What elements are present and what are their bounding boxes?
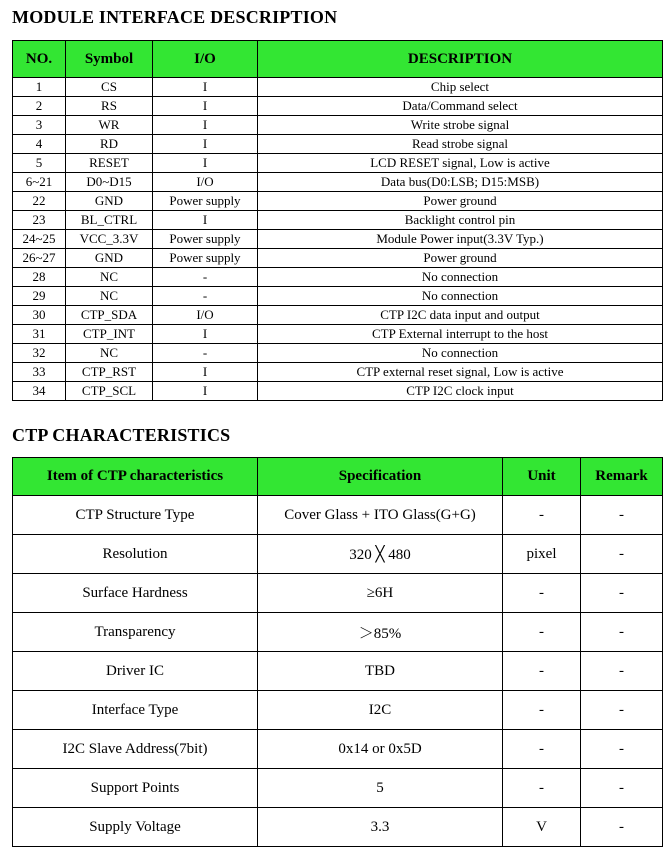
cell-description: CTP External interrupt to the host bbox=[258, 325, 663, 344]
table-row bbox=[13, 268, 663, 287]
table-row bbox=[13, 691, 663, 730]
cell-no: 1 bbox=[13, 78, 66, 97]
cell-item: Supply Voltage bbox=[13, 808, 258, 847]
cell-no: 32 bbox=[13, 344, 66, 363]
table-row bbox=[13, 287, 663, 306]
cell-description: Data bus(D0:LSB; D15:MSB) bbox=[258, 173, 663, 192]
cell-remark: - bbox=[581, 769, 663, 808]
cell-no: 23 bbox=[13, 211, 66, 230]
cell-symbol: CTP_RST bbox=[66, 363, 153, 382]
cell-specification: 320 ╳ 480 bbox=[258, 535, 503, 574]
table-row bbox=[13, 808, 663, 847]
cell-remark: - bbox=[581, 652, 663, 691]
cell-io: I bbox=[153, 154, 258, 173]
table-row bbox=[13, 363, 663, 382]
cell-specification: I2C bbox=[258, 691, 503, 730]
table-row bbox=[13, 574, 663, 613]
cell-no: 31 bbox=[13, 325, 66, 344]
ctp-characteristics-title: CTP CHARACTERISTICS bbox=[12, 425, 231, 445]
cell-symbol: CTP_SDA bbox=[66, 306, 153, 325]
cell-symbol: VCC_3.3V bbox=[66, 230, 153, 249]
cell-unit: - bbox=[503, 652, 581, 691]
cell-symbol: CTP_INT bbox=[66, 325, 153, 344]
table-row bbox=[13, 116, 663, 135]
col-header-specification: Specification bbox=[258, 458, 503, 496]
col-header-item: Item of CTP characteristics bbox=[13, 458, 258, 496]
cell-remark: - bbox=[581, 613, 663, 652]
cell-symbol: GND bbox=[66, 249, 153, 268]
cell-io: Power supply bbox=[153, 249, 258, 268]
cell-remark: - bbox=[581, 496, 663, 535]
cell-symbol: GND bbox=[66, 192, 153, 211]
cell-io: I bbox=[153, 382, 258, 401]
cell-symbol: BL_CTRL bbox=[66, 211, 153, 230]
cell-description: Chip select bbox=[258, 78, 663, 97]
table-row bbox=[13, 769, 663, 808]
cell-no: 28 bbox=[13, 268, 66, 287]
cell-symbol: NC bbox=[66, 287, 153, 306]
cell-io: I/O bbox=[153, 173, 258, 192]
table-header-row bbox=[13, 41, 663, 78]
table-row bbox=[13, 325, 663, 344]
cell-io: - bbox=[153, 268, 258, 287]
cell-no: 34 bbox=[13, 382, 66, 401]
cell-description: Data/Command select bbox=[258, 97, 663, 116]
cell-io: I bbox=[153, 97, 258, 116]
cell-unit: - bbox=[503, 613, 581, 652]
cell-description: No connection bbox=[258, 268, 663, 287]
cell-symbol: D0~D15 bbox=[66, 173, 153, 192]
cell-symbol: NC bbox=[66, 268, 153, 287]
cell-io: Power supply bbox=[153, 230, 258, 249]
cell-no: 29 bbox=[13, 287, 66, 306]
cell-io: I bbox=[153, 135, 258, 154]
cell-description: No connection bbox=[258, 344, 663, 363]
cell-io: I bbox=[153, 363, 258, 382]
table-row bbox=[13, 78, 663, 97]
cell-item: Resolution bbox=[13, 535, 258, 574]
cell-description: No connection bbox=[258, 287, 663, 306]
cell-description: CTP external reset signal, Low is active bbox=[258, 363, 663, 382]
cell-io: I/O bbox=[153, 306, 258, 325]
cell-no: 4 bbox=[13, 135, 66, 154]
table-row bbox=[13, 496, 663, 535]
cell-io: I bbox=[153, 78, 258, 97]
cell-specification: TBD bbox=[258, 652, 503, 691]
cell-description: Power ground bbox=[258, 249, 663, 268]
cell-no: 3 bbox=[13, 116, 66, 135]
cell-item: Interface Type bbox=[13, 691, 258, 730]
col-header-remark: Remark bbox=[581, 458, 663, 496]
cell-remark: - bbox=[581, 808, 663, 847]
table-row bbox=[13, 344, 663, 363]
table-row bbox=[13, 382, 663, 401]
table-row bbox=[13, 535, 663, 574]
cell-unit: pixel bbox=[503, 535, 581, 574]
cell-specification: 3.3 bbox=[258, 808, 503, 847]
cell-specification: 0x14 or 0x5D bbox=[258, 730, 503, 769]
col-header-description: DESCRIPTION bbox=[258, 41, 663, 78]
cell-description: CTP I2C clock input bbox=[258, 382, 663, 401]
cell-symbol: RD bbox=[66, 135, 153, 154]
col-header-unit: Unit bbox=[503, 458, 581, 496]
cell-item: CTP Structure Type bbox=[13, 496, 258, 535]
cell-symbol: NC bbox=[66, 344, 153, 363]
table-row bbox=[13, 154, 663, 173]
table-row bbox=[13, 173, 663, 192]
table-row bbox=[13, 730, 663, 769]
cell-description: Read strobe signal bbox=[258, 135, 663, 154]
ctp-characteristics-table bbox=[12, 457, 663, 847]
module-interface-title: MODULE INTERFACE DESCRIPTION bbox=[12, 7, 338, 27]
cell-remark: - bbox=[581, 691, 663, 730]
cell-unit: - bbox=[503, 574, 581, 613]
cell-specification: 5 bbox=[258, 769, 503, 808]
cell-no: 30 bbox=[13, 306, 66, 325]
cell-unit: - bbox=[503, 730, 581, 769]
table-row bbox=[13, 211, 663, 230]
cell-description: Power ground bbox=[258, 192, 663, 211]
cell-unit: - bbox=[503, 691, 581, 730]
cell-symbol: RS bbox=[66, 97, 153, 116]
cell-description: Write strobe signal bbox=[258, 116, 663, 135]
cell-no: 22 bbox=[13, 192, 66, 211]
module-interface-table bbox=[12, 40, 663, 401]
cell-no: 5 bbox=[13, 154, 66, 173]
cell-symbol: RESET bbox=[66, 154, 153, 173]
table-row bbox=[13, 192, 663, 211]
cell-no: 24~25 bbox=[13, 230, 66, 249]
cell-item: Driver IC bbox=[13, 652, 258, 691]
cell-description: CTP I2C data input and output bbox=[258, 306, 663, 325]
cell-symbol: CTP_SCL bbox=[66, 382, 153, 401]
cell-no: 33 bbox=[13, 363, 66, 382]
cell-io: I bbox=[153, 211, 258, 230]
col-header-no: NO. bbox=[13, 41, 66, 78]
cell-specification: ≥6H bbox=[258, 574, 503, 613]
table-row bbox=[13, 249, 663, 268]
table-row bbox=[13, 306, 663, 325]
cell-io: I bbox=[153, 325, 258, 344]
cell-io: I bbox=[153, 116, 258, 135]
cell-remark: - bbox=[581, 535, 663, 574]
cell-no: 2 bbox=[13, 97, 66, 116]
cell-item: Transparency bbox=[13, 613, 258, 652]
cell-item: Surface Hardness bbox=[13, 574, 258, 613]
cell-unit: V bbox=[503, 808, 581, 847]
table-row bbox=[13, 97, 663, 116]
cell-no: 6~21 bbox=[13, 173, 66, 192]
cell-specification: ＞85% bbox=[258, 613, 503, 652]
cell-item: I2C Slave Address(7bit) bbox=[13, 730, 258, 769]
cell-symbol: WR bbox=[66, 116, 153, 135]
col-header-io: I/O bbox=[153, 41, 258, 78]
cell-remark: - bbox=[581, 730, 663, 769]
table-row bbox=[13, 652, 663, 691]
cell-description: Backlight control pin bbox=[258, 211, 663, 230]
cell-no: 26~27 bbox=[13, 249, 66, 268]
table-row bbox=[13, 230, 663, 249]
table-row bbox=[13, 613, 663, 652]
cell-io: - bbox=[153, 287, 258, 306]
table-row bbox=[13, 135, 663, 154]
cell-unit: - bbox=[503, 496, 581, 535]
col-header-symbol: Symbol bbox=[66, 41, 153, 78]
cell-remark: - bbox=[581, 574, 663, 613]
cell-io: Power supply bbox=[153, 192, 258, 211]
cell-description: Module Power input(3.3V Typ.) bbox=[258, 230, 663, 249]
cell-unit: - bbox=[503, 769, 581, 808]
cell-item: Support Points bbox=[13, 769, 258, 808]
cell-description: LCD RESET signal, Low is active bbox=[258, 154, 663, 173]
table-header-row bbox=[13, 458, 663, 496]
cell-specification: Cover Glass + ITO Glass(G+G) bbox=[258, 496, 503, 535]
cell-io: - bbox=[153, 344, 258, 363]
cell-symbol: CS bbox=[66, 78, 153, 97]
